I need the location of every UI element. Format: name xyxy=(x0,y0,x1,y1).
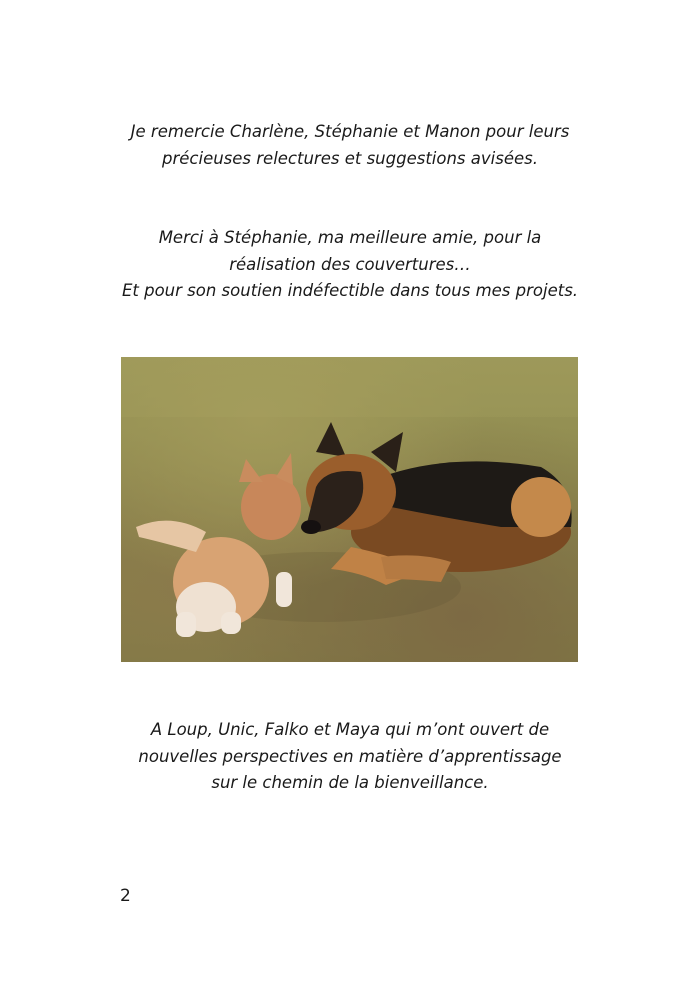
text-line: précieuses relectures et suggestions avisées. xyxy=(162,148,538,168)
dogs-photo xyxy=(121,357,578,662)
text-line: sur le chemin de la bienveillance. xyxy=(211,773,489,792)
dedication-paragraph xyxy=(0,717,700,797)
acknowledgement-paragraph-1 xyxy=(0,119,700,172)
page-number: 2 xyxy=(120,886,131,906)
text-line: Je remercie Charlène, Stéphanie et Manon pour leurs xyxy=(130,122,570,141)
shepherd-dog xyxy=(301,422,572,585)
text-line: A Loup, Unic, Falko et Maya qui m’ont ouvert de xyxy=(150,720,550,739)
acknowledgement-paragraph-2 xyxy=(0,225,700,305)
text-line: nouvelles perspectives en matière d’apprentissage xyxy=(138,746,562,766)
text-line: Et pour son soutien indéfectible dans tous mes projets. xyxy=(121,281,579,300)
text-line: Merci à Stéphanie, ma meilleure amie, pour la xyxy=(158,228,542,247)
text-line: réalisation des couvertures… xyxy=(229,254,471,274)
